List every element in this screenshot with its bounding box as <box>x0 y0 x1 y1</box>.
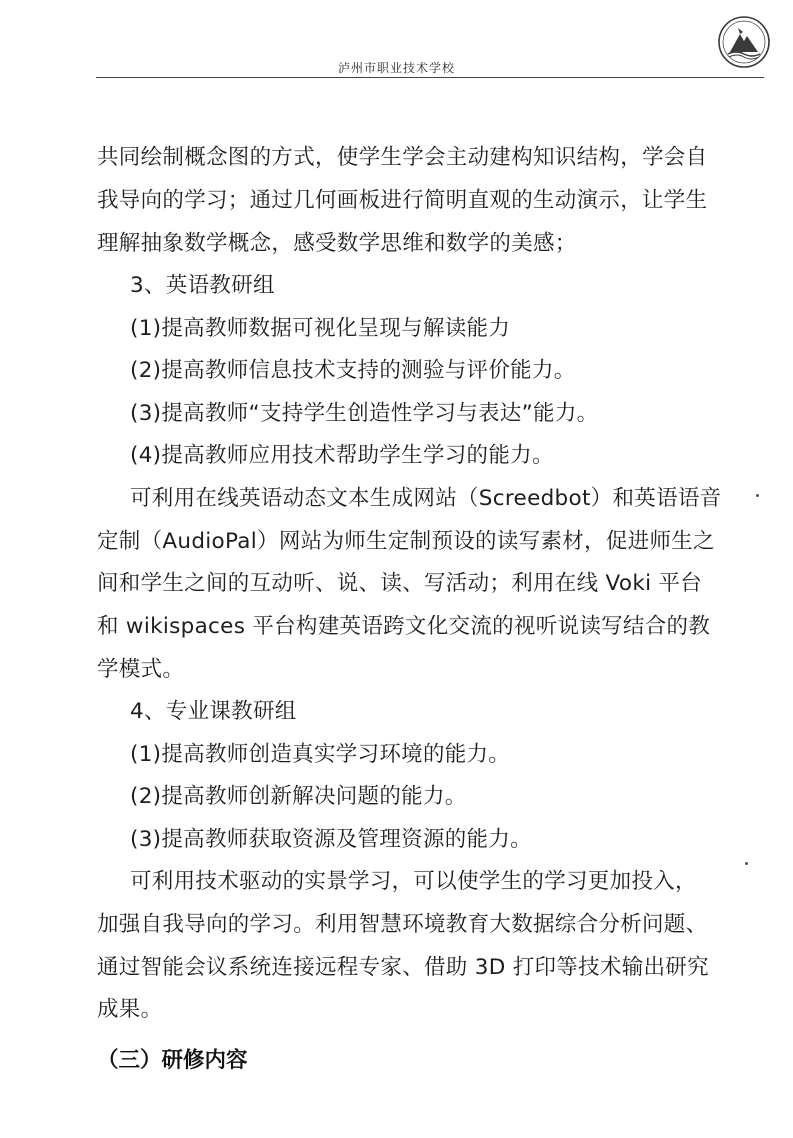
scan-speck <box>756 494 759 497</box>
body-line: 学模式。 <box>97 657 185 682</box>
body-line: 理解抽象数学概念，感受数学思维和数学的美感； <box>97 231 577 256</box>
subsection-heading-professional: 4、专业课教研组 <box>130 699 297 724</box>
list-item: (3)提高教师“支持学生创造性学习与表达”能力。 <box>130 401 599 426</box>
scan-speck <box>745 862 748 865</box>
body-line: 间和学生之间的互动听、说、读、写活动；利用在线 Voki 平台 <box>97 571 703 596</box>
list-item: (1)提高教师创造真实学习环境的能力。 <box>130 742 511 767</box>
body-line: 和 wikispaces 平台构建英语跨文化交流的视听说读写结合的教 <box>97 614 711 639</box>
body-line: 共同绘制概念图的方式，使学生学会主动建构知识结构，学会自 <box>97 145 708 170</box>
list-item: (4)提高教师应用技术帮助学生学习的能力。 <box>130 443 554 468</box>
list-item: (2)提高教师信息技术支持的测验与评价能力。 <box>130 358 576 383</box>
body-line: 定制（AudioPal）网站为师生定制预设的读写素材，促进师生之 <box>97 529 715 554</box>
list-item: (2)提高教师创新解决问题的能力。 <box>130 784 467 809</box>
body-line: 通过智能会议系统连接远程专家、借助 3D 打印等技术输出研究 <box>97 955 709 980</box>
body-line: 可利用技术驱动的实景学习，可以使学生的学习更加投入， <box>130 869 697 894</box>
list-item: (1)提高教师数据可视化呈现与解读能力 <box>130 316 511 341</box>
body-line: 可利用在线英语动态文本生成网站（Screedbot）和英语语音 <box>130 486 722 511</box>
body-line: 加强自我导向的学习。利用智慧环境教育大数据综合分析问题、 <box>97 912 708 937</box>
header-divider <box>96 77 764 78</box>
body-line: 我导向的学习；通过几何画板进行简明直观的生动演示，让学生 <box>97 188 708 213</box>
list-item: (3)提高教师获取资源及管理资源的能力。 <box>130 827 532 852</box>
section-heading: （三）研修内容 <box>97 1048 248 1073</box>
subsection-heading-english: 3、英语教研组 <box>130 273 275 298</box>
body-line: 成果。 <box>97 997 163 1022</box>
header-school-name: 泸州市职业技术学校 <box>337 61 455 75</box>
